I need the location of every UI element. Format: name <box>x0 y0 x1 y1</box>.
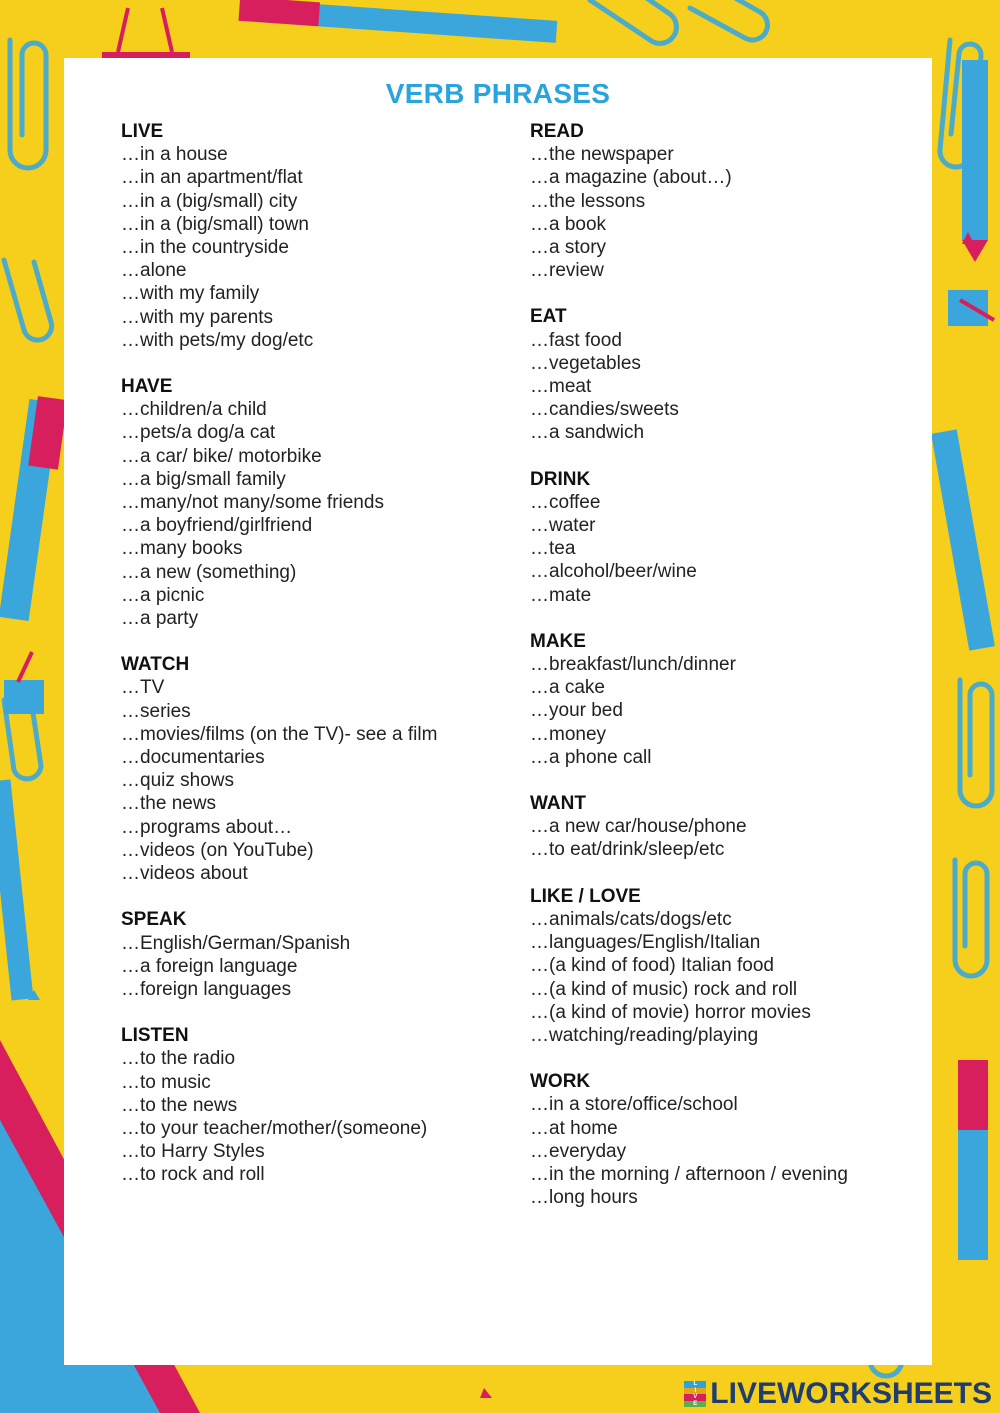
phrase-item: …the newspaper <box>530 144 674 166</box>
verb-heading: EAT <box>530 306 567 328</box>
phrase-item: …with my family <box>121 283 260 305</box>
phrase-item: …animals/cats/dogs/etc <box>530 908 732 930</box>
phrase-item: …in a (big/small) city <box>121 190 298 212</box>
pen-icon <box>962 60 988 262</box>
paperclip-icon <box>955 860 987 976</box>
verb-heading: DRINK <box>530 468 591 490</box>
verb-section <box>530 120 848 282</box>
phrase-item: …in a (big/small) town <box>121 213 309 235</box>
verb-section <box>530 305 848 444</box>
phrase-item: …series <box>121 700 191 722</box>
phrase-item: …in the countryside <box>121 237 289 259</box>
paperclip-icon <box>960 680 992 806</box>
binder-clip-icon <box>948 290 994 326</box>
phrase-item: …breakfast/lunch/dinner <box>530 654 736 676</box>
phrase-item: …alone <box>121 260 187 282</box>
phrase-item: …a cake <box>530 677 605 699</box>
verb-heading: WORK <box>530 1071 591 1093</box>
verb-section <box>121 120 437 352</box>
phrase-item: …watching/reading/playing <box>530 1024 759 1046</box>
verb-section <box>530 630 848 769</box>
verb-section <box>121 1024 437 1186</box>
paperclip-icon <box>10 40 46 168</box>
phrase-item: …a book <box>530 213 607 235</box>
phrase-item: …children/a child <box>121 399 267 421</box>
verb-heading: LIKE / LOVE <box>530 885 641 907</box>
phrase-item: …(a kind of movie) horror movies <box>530 1001 811 1023</box>
phrase-item: …videos about <box>121 863 248 885</box>
phrase-item: …with my parents <box>121 306 274 328</box>
paperclip-icon <box>590 0 676 43</box>
verb-heading: HAVE <box>121 376 173 398</box>
phrase-item: …foreign languages <box>121 978 292 1000</box>
phrase-item: …pets/a dog/a cat <box>121 422 276 444</box>
phrase-item: …in an apartment/flat <box>121 167 303 189</box>
phrase-item: …vegetables <box>530 352 641 374</box>
logo-text: LIVEWORKSHEETS <box>710 1377 992 1410</box>
phrase-item: …videos (on YouTube) <box>121 839 314 861</box>
phrase-item: …a story <box>530 237 607 259</box>
phrase-item: …at home <box>530 1117 618 1139</box>
verb-heading: LISTEN <box>121 1025 189 1047</box>
verb-heading: READ <box>530 121 584 142</box>
phrase-item: …water <box>530 515 596 537</box>
verb-heading: MAKE <box>530 630 586 652</box>
logo-badge-letter: L <box>684 1381 706 1388</box>
phrase-item: …a foreign language <box>121 955 298 977</box>
phrase-item: …mate <box>530 584 592 606</box>
verb-section <box>530 885 848 1047</box>
left-column <box>121 120 437 1210</box>
pen-icon <box>931 429 995 650</box>
verb-heading: WATCH <box>121 654 190 676</box>
phrase-item: …to music <box>121 1071 211 1093</box>
phrase-item: …a phone call <box>530 746 652 768</box>
phrase-item: …review <box>530 260 604 282</box>
phrase-item: …coffee <box>530 491 601 513</box>
phrase-item: …English/German/Spanish <box>121 932 351 954</box>
worksheet-page <box>64 58 932 1365</box>
phrase-item: …in the morning / afternoon / evening <box>530 1163 848 1185</box>
phrase-item: …everyday <box>530 1140 627 1162</box>
phrase-item: …to eat/drink/sleep/etc <box>530 839 725 861</box>
right-column <box>530 120 848 1232</box>
phrase-item: …languages/English/Italian <box>530 932 761 954</box>
phrase-item: …alcohol/beer/wine <box>530 561 697 583</box>
logo-badge-letter: I <box>684 1388 706 1395</box>
phrase-item: …TV <box>121 677 165 699</box>
verb-section <box>121 908 437 1001</box>
phrase-item: …the news <box>121 793 217 815</box>
pen-icon <box>958 1060 988 1260</box>
paperclip-icon <box>690 0 767 40</box>
logo-badge <box>684 1381 706 1407</box>
paperclip-icon <box>4 260 52 340</box>
phrase-item: …quiz shows <box>121 770 234 792</box>
phrase-item: …many/not many/some friends <box>121 492 384 514</box>
pen-icon <box>0 779 33 1000</box>
phrase-item: …documentaries <box>121 747 265 769</box>
phrase-item: …(a kind of food) Italian food <box>530 955 774 977</box>
pen-icon <box>239 0 558 43</box>
phrase-item: …the lessons <box>530 190 646 212</box>
phrase-item: …movies/films (on the TV)- see a film <box>121 723 438 745</box>
binder-clip-icon <box>4 652 44 714</box>
pen-icon <box>0 396 68 621</box>
phrase-item: …a magazine (about…) <box>530 167 732 189</box>
phrase-item: …in a store/office/school <box>530 1094 738 1116</box>
phrase-item: …your bed <box>530 700 623 722</box>
phrase-item: …a sandwich <box>530 422 645 444</box>
verb-section <box>530 1070 848 1209</box>
phrase-item: …to your teacher/mother/(someone) <box>121 1117 428 1139</box>
page-title: VERB PHRASES <box>385 78 611 109</box>
phrase-item: …programs about… <box>121 816 293 838</box>
phrase-item: …fast food <box>530 329 622 351</box>
phrase-item: …a big/small family <box>121 468 286 490</box>
phrase-item: …a party <box>121 608 199 630</box>
liveworksheets-logo <box>684 1378 992 1410</box>
logo-badge-letter: V <box>684 1394 706 1401</box>
phrase-item: …to the radio <box>121 1048 236 1070</box>
verb-section <box>530 468 848 607</box>
phrase-item: …to the news <box>121 1094 238 1116</box>
phrase-item: …with pets/my dog/etc <box>121 329 314 351</box>
phrase-item: …a car/ bike/ motorbike <box>121 445 322 467</box>
phrase-item: …in a house <box>121 144 228 166</box>
phrase-item: …meat <box>530 376 592 398</box>
verb-heading: SPEAK <box>121 909 187 931</box>
verb-section <box>121 375 437 630</box>
phrase-item: …tea <box>530 538 576 560</box>
phrase-item: …a new (something) <box>121 561 297 583</box>
verb-heading: WANT <box>530 793 586 815</box>
logo-badge-letter: E <box>684 1401 706 1408</box>
phrase-item: …to Harry Styles <box>121 1141 265 1163</box>
verb-section <box>121 653 437 885</box>
phrase-item: …a new car/house/phone <box>530 816 747 838</box>
phrase-item: …long hours <box>530 1187 638 1209</box>
phrase-item: …many books <box>121 538 243 560</box>
phrase-item: …a picnic <box>121 584 205 606</box>
phrase-item: …a boyfriend/girlfriend <box>121 515 313 537</box>
phrase-item: …(a kind of music) rock and roll <box>530 978 798 1000</box>
verb-heading: LIVE <box>121 121 164 142</box>
phrase-item: …money <box>530 723 607 745</box>
verb-section <box>530 792 848 862</box>
phrase-item: …to rock and roll <box>121 1164 265 1186</box>
phrase-item: …candies/sweets <box>530 399 679 421</box>
